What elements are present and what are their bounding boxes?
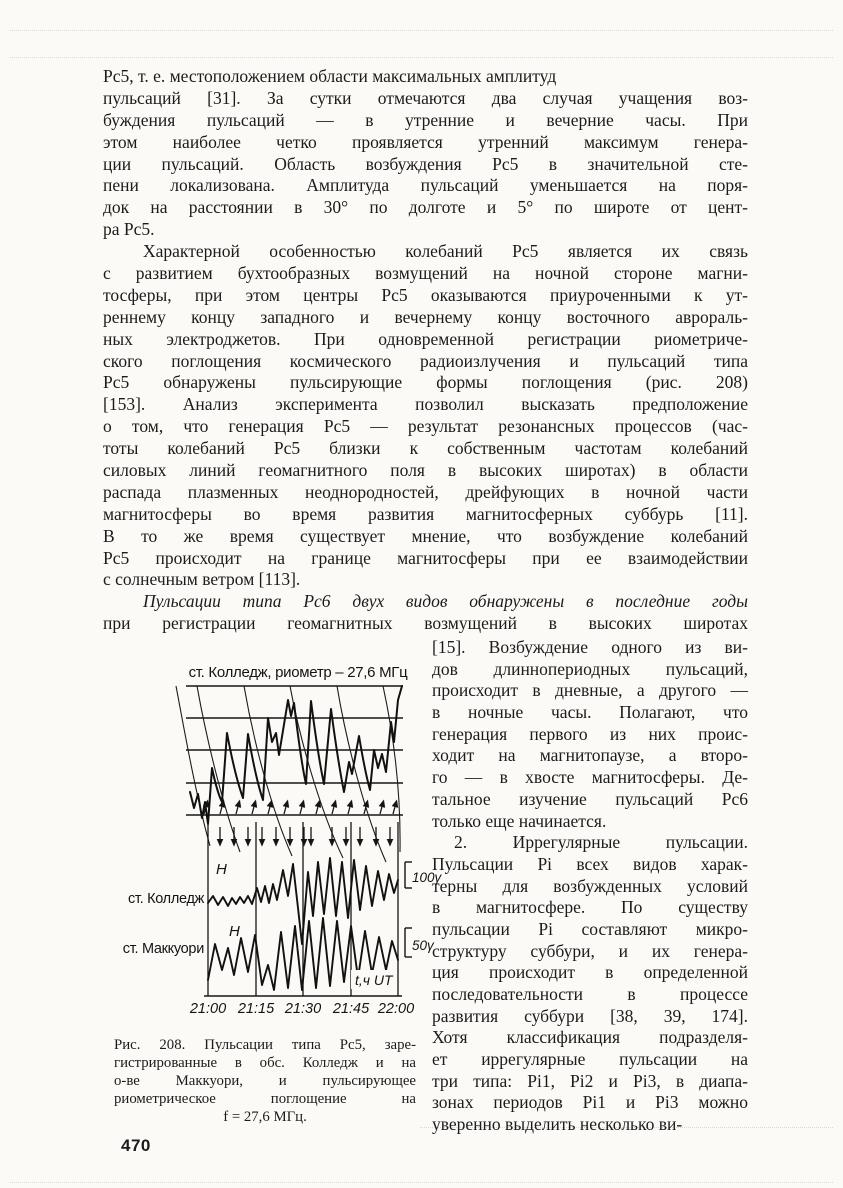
time-axis-label: t,ч UT xyxy=(355,972,393,988)
caption-line: о-ве Маккуори, и пульсирующее xyxy=(114,1073,416,1089)
caption-line: риометрическое поглощение на xyxy=(114,1091,416,1107)
text-line: генерация первого из них проис- xyxy=(432,723,748,744)
text-line: 2. Иррегулярные пульсации. xyxy=(454,832,748,853)
text-line: ных электроджетов. При одновременной регистрации риометриче- xyxy=(103,328,748,349)
text-line: этом наиболее четко проявляется утренний максимум генера- xyxy=(103,131,748,152)
text-line: последовательности в процессе xyxy=(432,984,748,1004)
text-line: при регистрации геомагнитных возмущений в высоких широтах xyxy=(103,613,748,634)
text-line: с солнечным ветром [113]. xyxy=(103,569,301,590)
time-tick: 21:15 xyxy=(237,1001,275,1017)
text-line: развития суббури [38, 39, 174]. xyxy=(432,1005,748,1026)
text-line: происходит в дневные, а другого — xyxy=(432,680,748,701)
time-tick-labels xyxy=(189,1001,414,1017)
station-label-college: ст. Колледж xyxy=(127,891,204,907)
text-line: тосферы, при этом центры Рс5 оказываются приуроченными к ут- xyxy=(103,284,748,305)
text-line: ского поглощения космического радиоизлучения и пульсаций типа xyxy=(103,350,748,371)
h-label-college: H xyxy=(216,861,227,878)
scan-artifact xyxy=(10,57,833,58)
text-line: ет иррегулярные пульсации на xyxy=(432,1049,748,1070)
text-line: Пульсации Pi всех видов харак- xyxy=(432,853,748,874)
text-line: Характерной особенностью колебаний Рс5 является их связь xyxy=(143,241,748,262)
text-line: Рс5 обнаружены пульсирующие формы поглощения (рис. 208) xyxy=(103,372,748,393)
scale-label-50-gamma: 50γ xyxy=(412,938,434,953)
text-line: ция происходит в определенной xyxy=(432,962,748,983)
text-line: в магнитосфере. По существу xyxy=(432,897,748,918)
text-line: ходит на магнитопаузе, а второ- xyxy=(432,745,748,766)
time-tick: 22:00 xyxy=(377,1001,415,1017)
text-line: магнитосферы во время развития магнитосферных суббурь [11]. xyxy=(103,503,748,524)
down-arrows xyxy=(220,827,390,843)
text-line: о том, что генерация Рс5 — результат резонансных процессов (час- xyxy=(103,416,748,437)
text-line: с развитием бухтообразных возмущений на ночной стороне магни- xyxy=(103,263,748,284)
text-line: зонах периодов Pi1 и Pi3 можно xyxy=(432,1092,748,1113)
text-line: ции пульсаций. Область возбуждения Рс5 в значительной сте- xyxy=(103,153,748,174)
text-line: уверенно выделить несколько ви- xyxy=(432,1114,683,1135)
text-line: В то же время существует мнение, что возбуждение колебаний xyxy=(103,525,748,546)
text-line: [15]. Возбуждение одного из ви- xyxy=(432,637,748,657)
text-line: Рс5, т. е. местоположением области максимальных амплитуд xyxy=(103,66,557,86)
figure-208 xyxy=(100,652,445,1037)
text-line: го — в хвосте магнитосферы. Де- xyxy=(432,767,748,788)
text-line: реннему концу западного и вечернему концу восточного аврораль- xyxy=(103,306,748,327)
text-line: Рс5 происходит на границе магнитосферы при ее взаимодействии xyxy=(103,547,748,568)
time-tick: 21:00 xyxy=(189,1001,227,1017)
text-line: распада плазменных неоднородностей, дрейфующих в ночной части xyxy=(103,481,748,502)
text-line: док на расстоянии в 30° по долготе и 5° по широте от цент- xyxy=(103,197,748,218)
text-line: тоты колебаний Рс5 близки к собственным частотам колебаний xyxy=(103,438,748,459)
text-line: структуру суббури, и их генера- xyxy=(432,940,748,961)
time-tick: 21:45 xyxy=(332,1001,370,1017)
text-line: пульсаций [31]. За сутки отмечаются два случая учащения воз- xyxy=(103,87,748,108)
scale-bar-100-gamma xyxy=(405,862,412,888)
text-line: силовых линий геомагнитного поля в высоких широтах) в области xyxy=(103,460,748,481)
station-label-macquarie: ст. Маккуори xyxy=(122,941,204,957)
figure-208-chart xyxy=(100,652,445,1037)
riometer-trace xyxy=(190,686,402,824)
text-line: буждения пульсаций — в утренние и вечерние часы. При xyxy=(103,109,748,130)
riometer-title: ст. Колледж, риометр – 27,6 МГц xyxy=(188,664,408,681)
text-line: три типа: Pi1, Pi2 и Pi3, в диапа- xyxy=(432,1070,748,1091)
scale-label-100-gamma: 100γ xyxy=(412,870,442,885)
right-column-text xyxy=(432,637,748,1136)
text-line: Хотя классификация подразделя- xyxy=(432,1027,748,1048)
body-text xyxy=(103,66,748,635)
text-line: тальное изучение пульсаций Рс6 xyxy=(432,788,748,809)
caption-line: f = 27,6 МГц. xyxy=(223,1109,307,1125)
text-line: [153]. Анализ эксперимента позволил высказать предположение xyxy=(103,394,748,415)
text-line: дов длиннопериодных пульсаций, xyxy=(432,658,748,679)
h-label-macquarie: H xyxy=(229,923,240,940)
text-line: терны для возбужденных условий xyxy=(432,875,748,896)
time-tick: 21:30 xyxy=(284,1001,322,1017)
figure-caption xyxy=(114,1036,416,1126)
scan-artifact xyxy=(10,30,833,31)
text-line: в ночные часы. Полагают, что xyxy=(432,702,748,723)
text-line: Пульсации типа Рс6 двух видов обнаружены в последние годы xyxy=(143,591,748,612)
text-line: только еще начинается. xyxy=(432,810,607,831)
scale-bar-50-gamma xyxy=(405,928,412,957)
scan-artifact xyxy=(10,1182,833,1183)
caption-line: гистрированные в обс. Колледж и на xyxy=(114,1055,416,1071)
text-line: ра Рс5. xyxy=(103,219,155,240)
text-line: пульсации Pi составляют микро- xyxy=(432,918,748,939)
text-line: пени локализована. Амплитуда пульсаций уменьшается на поря- xyxy=(103,175,748,196)
page-number: 470 xyxy=(121,1136,151,1155)
caption-line: Рис. 208. Пульсации типа Рс5, заре- xyxy=(114,1037,416,1053)
